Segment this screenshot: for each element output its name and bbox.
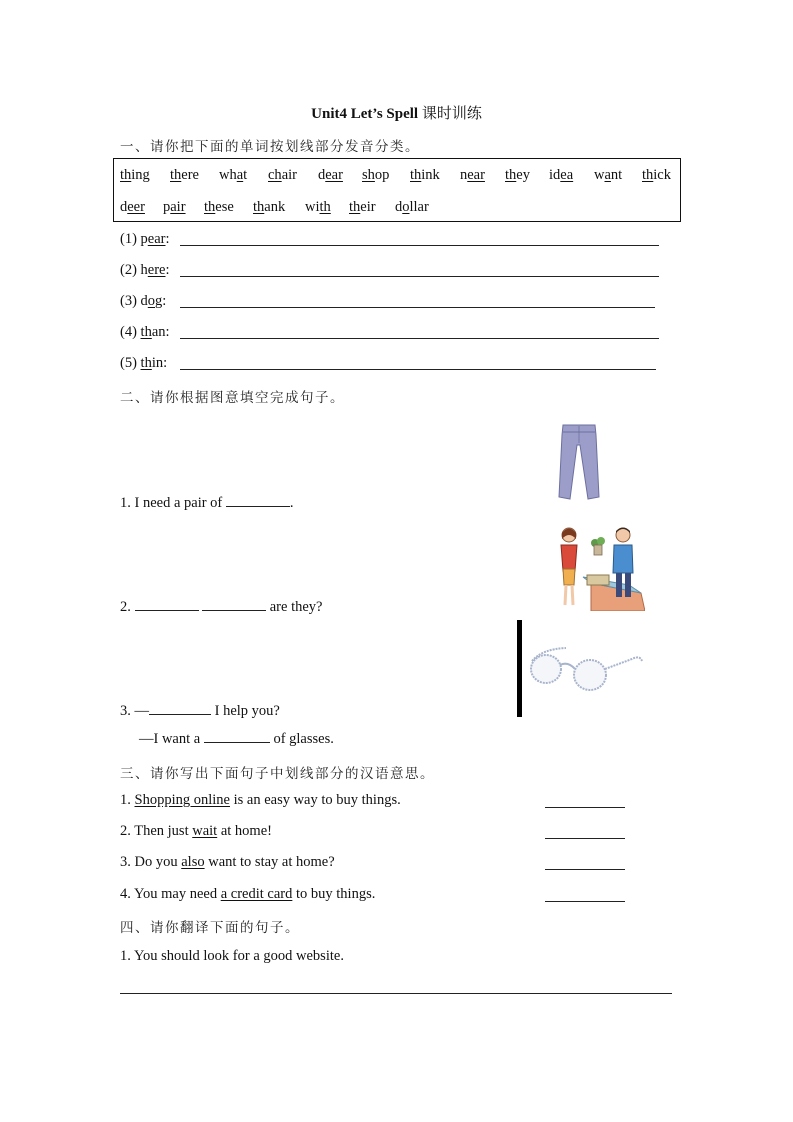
item-word-part: d	[140, 293, 148, 309]
q2-3b-text: —I want a	[139, 731, 204, 747]
sentence-part: is an easy way to buy things.	[229, 792, 401, 808]
section2-heading: 二、请你根据图意填空完成句子。	[120, 390, 345, 406]
section4-question-1: 1. You should look for a good website.	[120, 948, 344, 964]
item-number: (3)	[120, 293, 137, 309]
word-underlined-part: ea	[560, 167, 574, 183]
word-item	[362, 167, 389, 184]
word-part: t	[243, 167, 248, 183]
sentence-part: at home!	[217, 823, 272, 839]
q2-3-text: 3. —	[120, 703, 149, 719]
word-part: wi	[305, 199, 320, 215]
word-part: ere	[181, 167, 199, 183]
item-word-underlined: ear	[147, 231, 166, 247]
word-part: wh	[219, 167, 237, 183]
word-underlined-part: a	[236, 167, 244, 183]
word-item	[594, 167, 622, 184]
q2-2-text: 2.	[120, 599, 135, 615]
word-part: ey	[516, 167, 530, 183]
word-part: id	[549, 167, 561, 183]
answer-blank[interactable]	[204, 730, 270, 743]
word-underlined-part: th	[319, 199, 331, 215]
sentence-part: want to stay at home?	[204, 854, 335, 870]
item-number: (2)	[120, 262, 137, 278]
word-item	[120, 199, 145, 216]
meaning-answer-line[interactable]	[545, 838, 625, 839]
q2-3b-end: of glasses.	[269, 731, 334, 747]
word-underlined-part: eer	[127, 199, 145, 215]
word-part: d	[395, 199, 403, 215]
word-item	[505, 167, 530, 184]
word-underlined-part: th	[253, 199, 265, 215]
sentence-part: 2. Then just	[120, 823, 193, 839]
word-underlined-part: ear	[325, 167, 343, 183]
word-item	[549, 167, 573, 184]
word-underlined-part: th	[204, 199, 216, 215]
sentence-part: 1.	[120, 792, 135, 808]
word-underlined-part: o	[402, 199, 410, 215]
word-part: ing	[131, 167, 150, 183]
sentence-underlined: a credit card	[220, 886, 293, 902]
word-underlined-part: a	[604, 167, 611, 183]
word-part: d	[120, 199, 128, 215]
item-word-part: h	[140, 262, 148, 278]
meaning-answer-line[interactable]	[545, 901, 625, 902]
classify-item	[120, 324, 170, 341]
meaning-item	[120, 792, 401, 809]
item-number: (4)	[120, 324, 137, 340]
word-underlined-part: air	[170, 199, 186, 215]
word-item	[305, 199, 331, 216]
question-2-3	[120, 702, 280, 720]
word-part: eir	[360, 199, 376, 215]
title-cn: 课时训练	[421, 106, 482, 122]
classify-item	[120, 231, 170, 248]
page-title	[0, 102, 793, 123]
meaning-item	[120, 854, 335, 871]
answer-line[interactable]	[180, 338, 659, 339]
black-bar	[517, 620, 522, 717]
sentence-underlined: Shopping online	[134, 792, 230, 808]
word-item	[410, 167, 440, 184]
word-part: n	[460, 167, 468, 183]
meaning-answer-line[interactable]	[545, 869, 625, 870]
item-word-part: an:	[151, 324, 170, 340]
word-part: nt	[610, 167, 623, 183]
word-underlined-part: th	[120, 167, 132, 183]
sentence-part: to buy things.	[292, 886, 376, 902]
sentence-part: 3. Do you	[120, 854, 182, 870]
item-word-part: p	[140, 231, 148, 247]
word-part: ese	[215, 199, 234, 215]
word-part: op	[374, 167, 390, 183]
word-underlined-part: ear	[467, 167, 485, 183]
question-2-2	[120, 598, 322, 616]
glasses-image	[528, 643, 644, 693]
word-item	[120, 167, 150, 184]
sentence-underlined: also	[181, 854, 205, 870]
answer-line[interactable]	[180, 369, 656, 370]
q2-2-end: are they?	[266, 599, 323, 615]
meaning-item	[120, 823, 272, 840]
word-part: ick	[653, 167, 671, 183]
word-item	[349, 199, 376, 216]
q2-3-end: I help you?	[211, 703, 280, 719]
word-part: llar	[409, 199, 429, 215]
answer-blank[interactable]	[149, 702, 211, 715]
item-word-part: g:	[155, 293, 167, 309]
word-item	[460, 167, 485, 184]
word-item	[253, 199, 285, 216]
answer-line[interactable]	[180, 276, 659, 277]
word-underlined-part: sh	[362, 167, 375, 183]
item-number: (5)	[120, 355, 137, 371]
word-part: ank	[264, 199, 286, 215]
word-underlined-part: th	[642, 167, 654, 183]
answer-blank[interactable]	[202, 598, 266, 611]
shopping-scene-image	[553, 521, 645, 611]
word-item	[395, 199, 429, 216]
item-word-part: :	[165, 231, 170, 247]
pants-image	[555, 423, 603, 501]
title-text: Unit4 Let’s Spell	[311, 106, 419, 122]
word-part: d	[318, 167, 326, 183]
item-word-underlined: o	[147, 293, 156, 309]
answer-line[interactable]	[180, 307, 655, 308]
q2-1-text: 1. I need a pair of	[120, 495, 226, 511]
question-2-3b	[139, 730, 334, 748]
word-underlined-part: th	[170, 167, 182, 183]
answer-blank[interactable]	[135, 598, 199, 611]
word-item	[170, 167, 199, 184]
word-part: w	[594, 167, 605, 183]
word-underlined-part: ch	[268, 167, 282, 183]
word-item	[318, 167, 343, 184]
word-part: ink	[421, 167, 440, 183]
classify-item	[120, 293, 166, 310]
word-underlined-part: th	[505, 167, 517, 183]
word-item	[642, 167, 671, 184]
meaning-answer-line[interactable]	[545, 807, 625, 808]
item-word-underlined: ere	[147, 262, 166, 278]
translation-answer-line[interactable]	[120, 993, 672, 994]
sentence-underlined: wait	[192, 823, 218, 839]
section4-heading: 四、请你翻译下面的句子。	[120, 920, 300, 936]
classify-item	[120, 355, 167, 372]
sentence-part: 4. You may need	[120, 886, 221, 902]
item-word-part: :	[165, 262, 170, 278]
answer-line[interactable]	[180, 245, 659, 246]
word-item	[219, 167, 247, 184]
item-number: (1)	[120, 231, 137, 247]
word-box	[113, 158, 681, 222]
item-word-part: in:	[151, 355, 168, 371]
meaning-item	[120, 886, 375, 903]
word-part: p	[163, 199, 171, 215]
word-item	[163, 199, 186, 216]
word-item	[204, 199, 234, 216]
word-part: air	[281, 167, 297, 183]
classify-item	[120, 262, 170, 279]
section3-heading: 三、请你写出下面句子中划线部分的汉语意思。	[120, 766, 435, 782]
item-word-underlined: th	[140, 355, 152, 371]
word-underlined-part: th	[410, 167, 422, 183]
item-word-underlined: th	[140, 324, 152, 340]
word-item	[268, 167, 297, 184]
question-2-1	[120, 494, 294, 512]
answer-blank[interactable]	[226, 494, 290, 507]
word-underlined-part: th	[349, 199, 361, 215]
section1-heading: 一、请你把下面的单词按划线部分发音分类。	[120, 139, 420, 155]
q2-1-end: .	[289, 495, 294, 511]
